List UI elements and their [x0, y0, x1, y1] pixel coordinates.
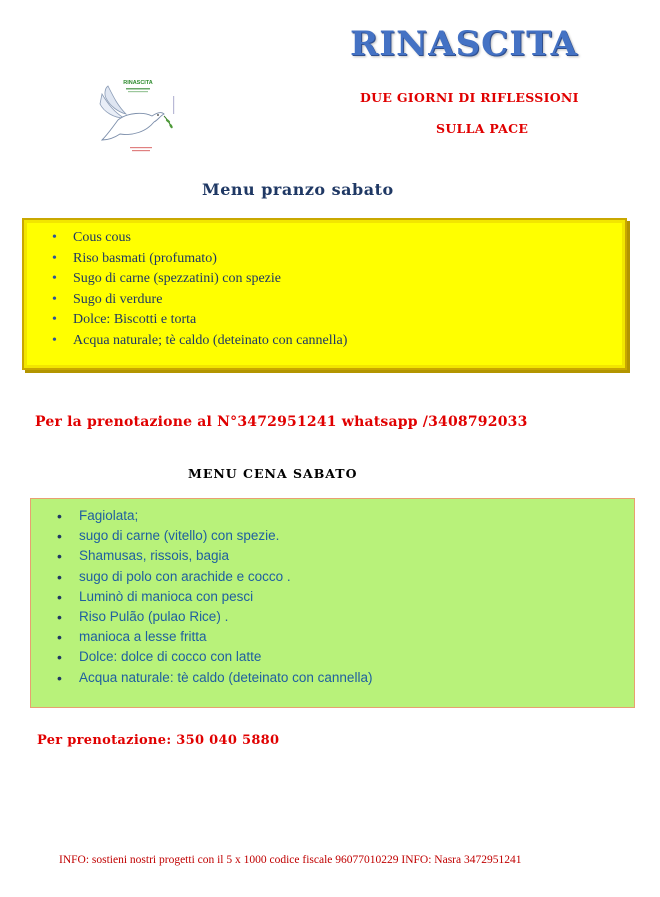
- list-item: • Shamusas, rissois, bagia: [57, 546, 372, 566]
- list-item: • Acqua naturale; tè caldo (deteinato con cannella): [52, 331, 347, 352]
- list-item: • Fagiolata;: [57, 506, 372, 526]
- list-item: • Luminò di manioca con pesci: [57, 587, 372, 607]
- dove-icon: [88, 76, 188, 158]
- page-title: RINASCITA: [350, 24, 578, 64]
- logo-text: RINASCITA: [123, 80, 153, 86]
- list-item: • sugo di carne (vitello) con spezie.: [57, 526, 372, 546]
- dinner-booking-info: Per prenotazione: 350 040 5880: [37, 733, 280, 748]
- list-item: • Cous cous: [52, 228, 347, 249]
- dinner-menu-box: [30, 498, 635, 708]
- logo: [88, 76, 188, 158]
- subtitle-line-2: SULLA PACE: [436, 121, 529, 136]
- footer-info: INFO: sostieni nostri progetti con il 5 x 1000 codice fiscale 96077010229 INFO: Nasra 3472951241: [59, 854, 522, 866]
- lunch-menu-title: Menu pranzo sabato: [202, 180, 394, 199]
- lunch-booking-info: Per la prenotazione al N°3472951241 whatsapp /3408792033: [35, 414, 528, 430]
- list-item: • sugo di polo con arachide e cocco .: [57, 567, 372, 587]
- list-item: • Riso basmati (profumato): [52, 249, 347, 270]
- list-item: • Sugo di verdure: [52, 290, 347, 311]
- list-item: • Dolce: Biscotti e torta: [52, 310, 347, 331]
- lunch-menu-box: [22, 218, 627, 370]
- list-item: • Dolce: dolce di cocco con latte: [57, 647, 372, 667]
- list-item: • Sugo di carne (spezzatini) con spezie: [52, 269, 347, 290]
- lunch-menu-list: [52, 228, 347, 351]
- subtitle-line-1: DUE GIORNI DI RIFLESSIONI: [360, 90, 579, 105]
- dinner-menu-title: MENU CENA SABATO: [188, 466, 358, 481]
- list-item: • Acqua naturale: tè caldo (deteinato con cannella): [57, 668, 372, 688]
- dinner-menu-list: [57, 506, 372, 688]
- list-item: • Riso Pulão (pulao Rice) .: [57, 607, 372, 627]
- list-item: • manioca a lesse fritta: [57, 627, 372, 647]
